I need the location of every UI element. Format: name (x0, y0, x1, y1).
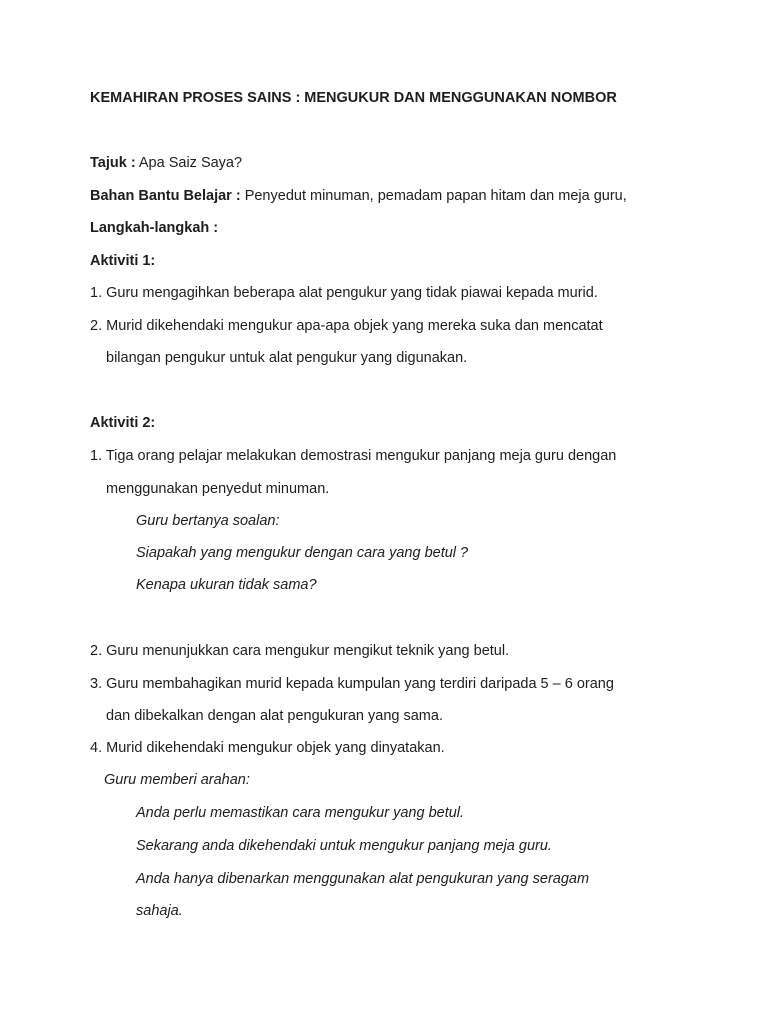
bahan-line (90, 187, 627, 205)
document-heading: KEMAHIRAN PROSES SAINS : MENGUKUR DAN MENGGUNAKAN NOMBOR (90, 90, 617, 106)
aktiviti2-step1-line2: menggunakan penyedut minuman. (106, 481, 330, 497)
aktiviti2-step3-line2: dan dibekalkan dengan alat pengukuran yang sama. (106, 708, 443, 724)
aktiviti2-step1-line1: 1. Tiga orang pelajar melakukan demostrasi mengukur panjang meja guru dengan (90, 448, 617, 464)
question-2: Kenapa ukuran tidak sama? (136, 577, 317, 593)
langkah-heading: Langkah-langkah : (90, 220, 219, 236)
aktiviti1-step2-line2: bilangan pengukur untuk alat pengukur yang digunakan. (106, 350, 468, 366)
instruction-2: Sekarang anda dikehendaki untuk mengukur panjang meja guru. (136, 838, 552, 854)
aktiviti2-heading: Aktiviti 2: (90, 415, 156, 431)
aktiviti1-step2-line1: 2. Murid dikehendaki mengukur apa-apa objek yang mereka suka dan mencatat (90, 318, 603, 334)
instruction-3-line1: Anda hanya dibenarkan menggunakan alat pengukuran yang seragam (136, 871, 590, 887)
aktiviti2-step3-line1: 3. Guru membahagikan murid kepada kumpulan yang terdiri daripada 5 – 6 orang (90, 676, 614, 692)
aktiviti2-step4: 4. Murid dikehendaki mengukur objek yang dinyatakan. (90, 740, 445, 756)
bahan-value: Penyedut minuman, pemadam papan hitam dan meja guru, (240, 188, 627, 204)
question-intro: Guru bertanya soalan: (136, 513, 280, 529)
tajuk-label: Tajuk : (90, 155, 136, 171)
bahan-label: Bahan Bantu Belajar : (90, 188, 241, 204)
tajuk-value: Apa Saiz Saya? (135, 155, 243, 171)
aktiviti2-step2: 2. Guru menunjukkan cara mengukur mengikut teknik yang betul. (90, 643, 510, 659)
aktiviti1-step1: 1. Guru mengagihkan beberapa alat pengukur yang tidak piawai kepada murid. (90, 285, 598, 301)
instruction-3-line2: sahaja. (136, 903, 183, 919)
instruction-1: Anda perlu memastikan cara mengukur yang betul. (136, 805, 465, 821)
instruction-intro: Guru memberi arahan: (104, 772, 250, 788)
question-1: Siapakah yang mengukur dengan cara yang betul ? (136, 545, 469, 561)
tajuk-line (90, 154, 242, 172)
aktiviti1-heading: Aktiviti 1: (90, 253, 156, 269)
